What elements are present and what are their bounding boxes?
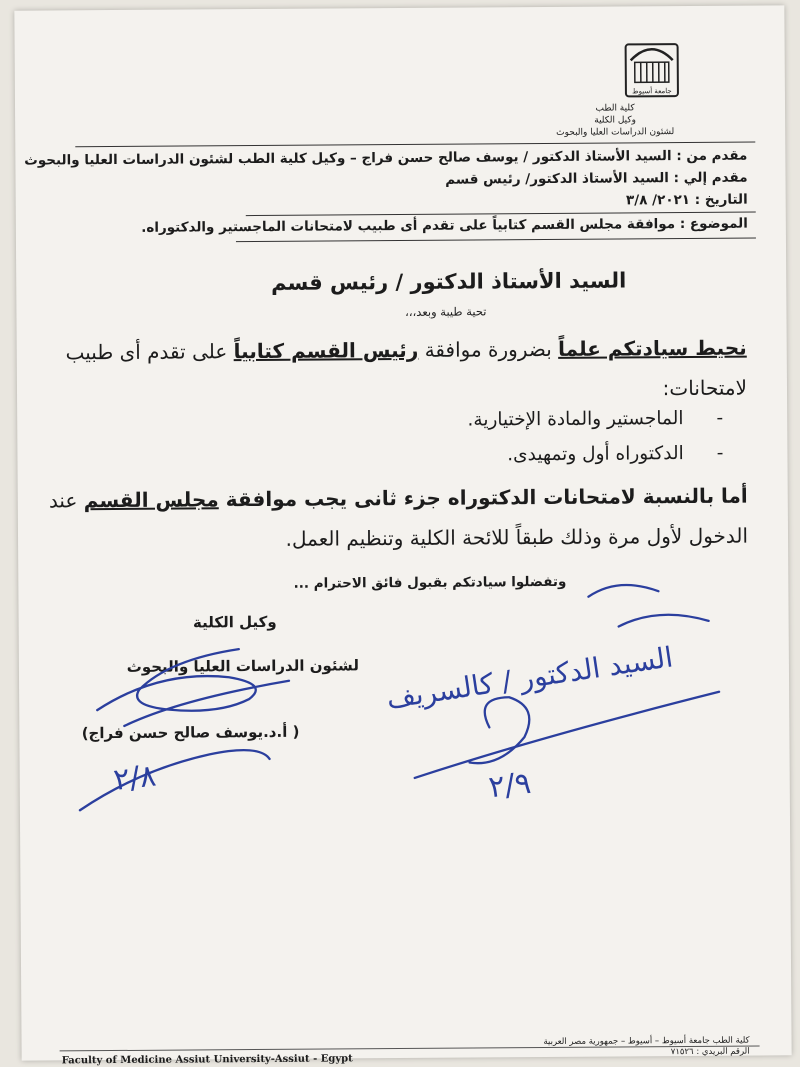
left-signature-scrawl <box>80 750 270 810</box>
p1-underlined-2: رئيس القسم كتابياً <box>234 338 419 363</box>
header-subject: الموضوع : موافقة مجلس القسم كتابياً على تقدم أى طبيب لامتحانات الماجستير والدكتوراه. <box>48 216 748 237</box>
header-from: مقدم من : السيد الأستاذ الدكتور / يوسف صالح حسن فراج – وكيل كلية الطب لشئون الدراسات العليا والبحوث <box>47 148 747 169</box>
header-to: مقدم إلي : السيد الأستاذ الدكتور/ رئيس قسم <box>47 170 747 191</box>
p2-text-1: عند الدخول لأول مرة وذلك طبقاً للائحة الكلية وتنظيم العمل. <box>49 488 748 551</box>
right-signature-loop <box>469 697 529 763</box>
faculty-line-1: كلية الطب <box>515 102 715 115</box>
bullet-2-text: الدكتوراه أول وتمهيدى. <box>507 443 684 465</box>
bullet-1-text: الماجستير والمادة الإختيارية. <box>467 408 683 431</box>
p1-text-2: على تقدم أى طبيب لامتحانات: <box>65 339 747 400</box>
bullet-dash: - <box>695 443 723 464</box>
document-page <box>14 5 791 1060</box>
footer-arabic <box>543 1036 749 1059</box>
handwritten-date-right: ٢/٩ <box>487 766 533 806</box>
signatory-name: ( أ.د.يوسف صالح حسن فراج) <box>82 723 300 743</box>
signatory-title-1: وكيل الكلية <box>193 613 277 632</box>
greeting: تحية طيبة وبعد،،، <box>405 304 486 319</box>
p1-text-1: بضرورة موافقة <box>418 337 558 362</box>
closing-text: وتفضلوا سيادتكم بقبول فائق الاحترام ... <box>294 574 567 592</box>
signatory-title-2: لشئون الدراسات العليا والبحوث <box>127 656 359 676</box>
svg-text:جامعة أسيوط: جامعة أسيوط <box>632 86 672 95</box>
p2-bold-1: أما بالنسبة لامتحانات الدكتوراه جزء ثانى يجب موافقة <box>219 484 748 512</box>
handwritten-ink <box>14 5 791 1060</box>
handwritten-date-left: ٢/٨ <box>112 758 158 798</box>
p1-underlined-1: نحيط سيادتكم علماً <box>558 336 747 361</box>
p2-underlined-1: مجلس القسم <box>84 487 219 512</box>
footer-arabic-line-1: كلية الطب جامعة أسيوط – أسيوط – جمهورية مصر العربية <box>543 1036 749 1048</box>
left-signature-stroke <box>97 649 290 726</box>
right-note-strokes <box>588 584 708 626</box>
footer-english: Faculty of Medicine Assiut University-Assiut - Egypt <box>62 1053 353 1066</box>
bullet-dash: - <box>695 408 723 429</box>
faculty-line-3: لشئون الدراسات العليا والبحوث <box>515 126 715 139</box>
faculty-line-2: وكيل الكلية <box>515 114 715 127</box>
salutation: السيد الأستاذ الدكتور / رئيس قسم <box>271 268 626 294</box>
header-date: التاريخ : ٢٠٢١/ ٣/٨ <box>48 192 748 213</box>
handwritten-note: السيد الدكتور / كالسريف <box>384 640 675 715</box>
footer-arabic-line-2: الرقم البريدي : ٧١٥٢٦ <box>544 1047 750 1059</box>
